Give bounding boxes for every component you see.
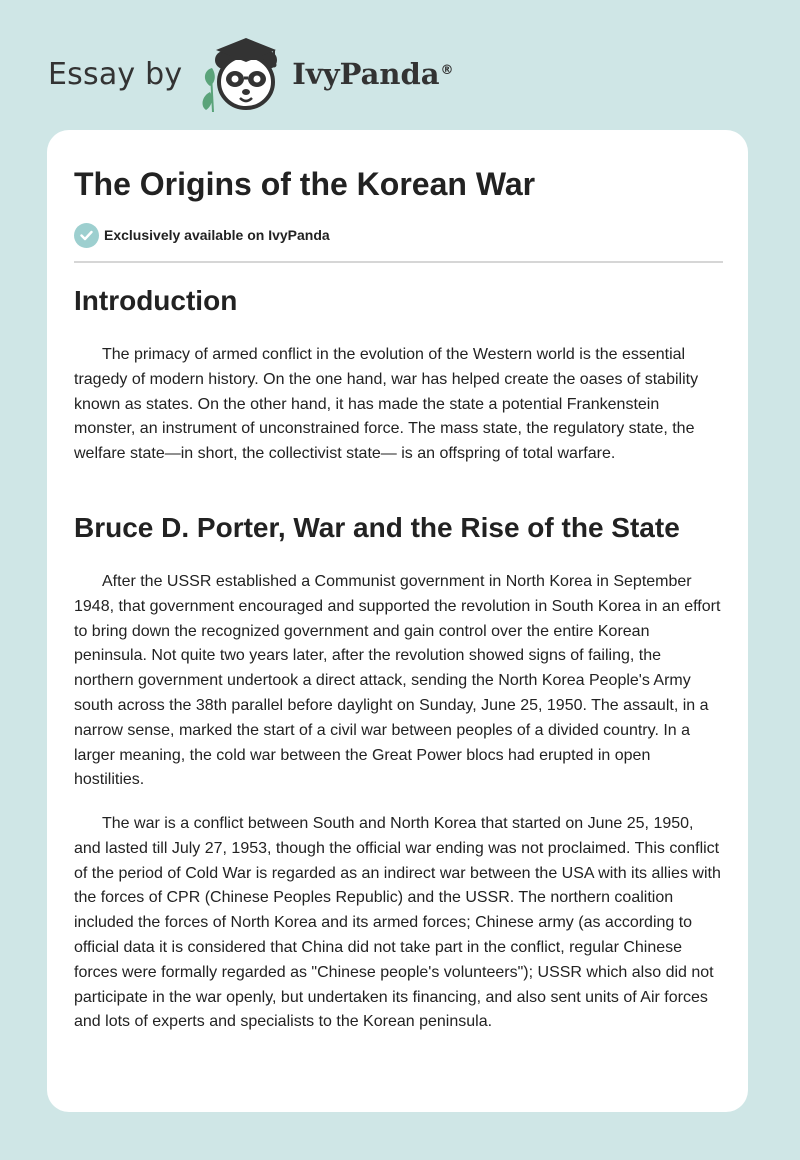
divider (74, 261, 723, 263)
paragraph: The war is a conflict between South and North Korea that started on June 25, 1950, and lasted till July 27, 1953, though the official war ending was not proclaimed. This conflict of the period of Cold War is regarded as an indirect war between the USA with its allies with the forces of CPR (Chinese Peoples Republic) and the USSR. The northern coalition included the forces of North Korea and its armed forces; Chinese army (as according to official data it is considered that China did not take part in the conflict, regular Chinese forces were formally regarded as "Chinese people's volunteers"); USSR which also did not participate in the war openly, but undertaken its financing, and also sent units of Air forces and lots of experts and specialists to the Korean peninsula. (74, 815, 721, 1031)
section-heading-porter: Bruce D. Porter, War and the Rise of the State (74, 512, 680, 543)
check-icon (74, 223, 99, 248)
brand-prefix: Essay by (48, 56, 183, 92)
exclusive-badge (74, 222, 330, 248)
registered-mark: ® (440, 62, 454, 78)
section-heading-introduction: Introduction (74, 285, 238, 316)
page-title: The Origins of the Korean War (74, 166, 536, 202)
brand-name[interactable]: IvyPanda (292, 57, 440, 91)
brand-header (48, 34, 454, 114)
panda-logo-icon[interactable] (198, 34, 290, 114)
paragraph: The primacy of armed conflict in the evolution of the Western world is the essential tragedy of modern history. On the one hand, war has helped create the oases of stability known as states. On the other hand, it has made the state a potential Frankenstein monster, an instrument of unconstrained force. The mass state, the regulatory state, the welfare state—in short, the collectivist state— is an offspring of total warfare. (74, 346, 699, 463)
exclusive-label: Exclusively available on IvyPanda (104, 227, 330, 243)
paragraph: After the USSR established a Communist government in North Korea in September 1948, that government encouraged and supported the revolution in South Korea in an effort to bring down the recognized government and gain control over the entire Korean peninsula. Not quite two years later, after the revolution showed signs of failing, the northern government undertook a direct attack, sending the North Korea People's Army south across the 38th parallel before daylight on Sunday, June 25, 1950. The assault, in a narrow sense, marked the start of a civil war between peoples of a divided country. In a larger meaning, the cold war between the Great Power blocs had erupted in open hostilities. (74, 573, 721, 789)
essay-card (47, 130, 748, 1112)
